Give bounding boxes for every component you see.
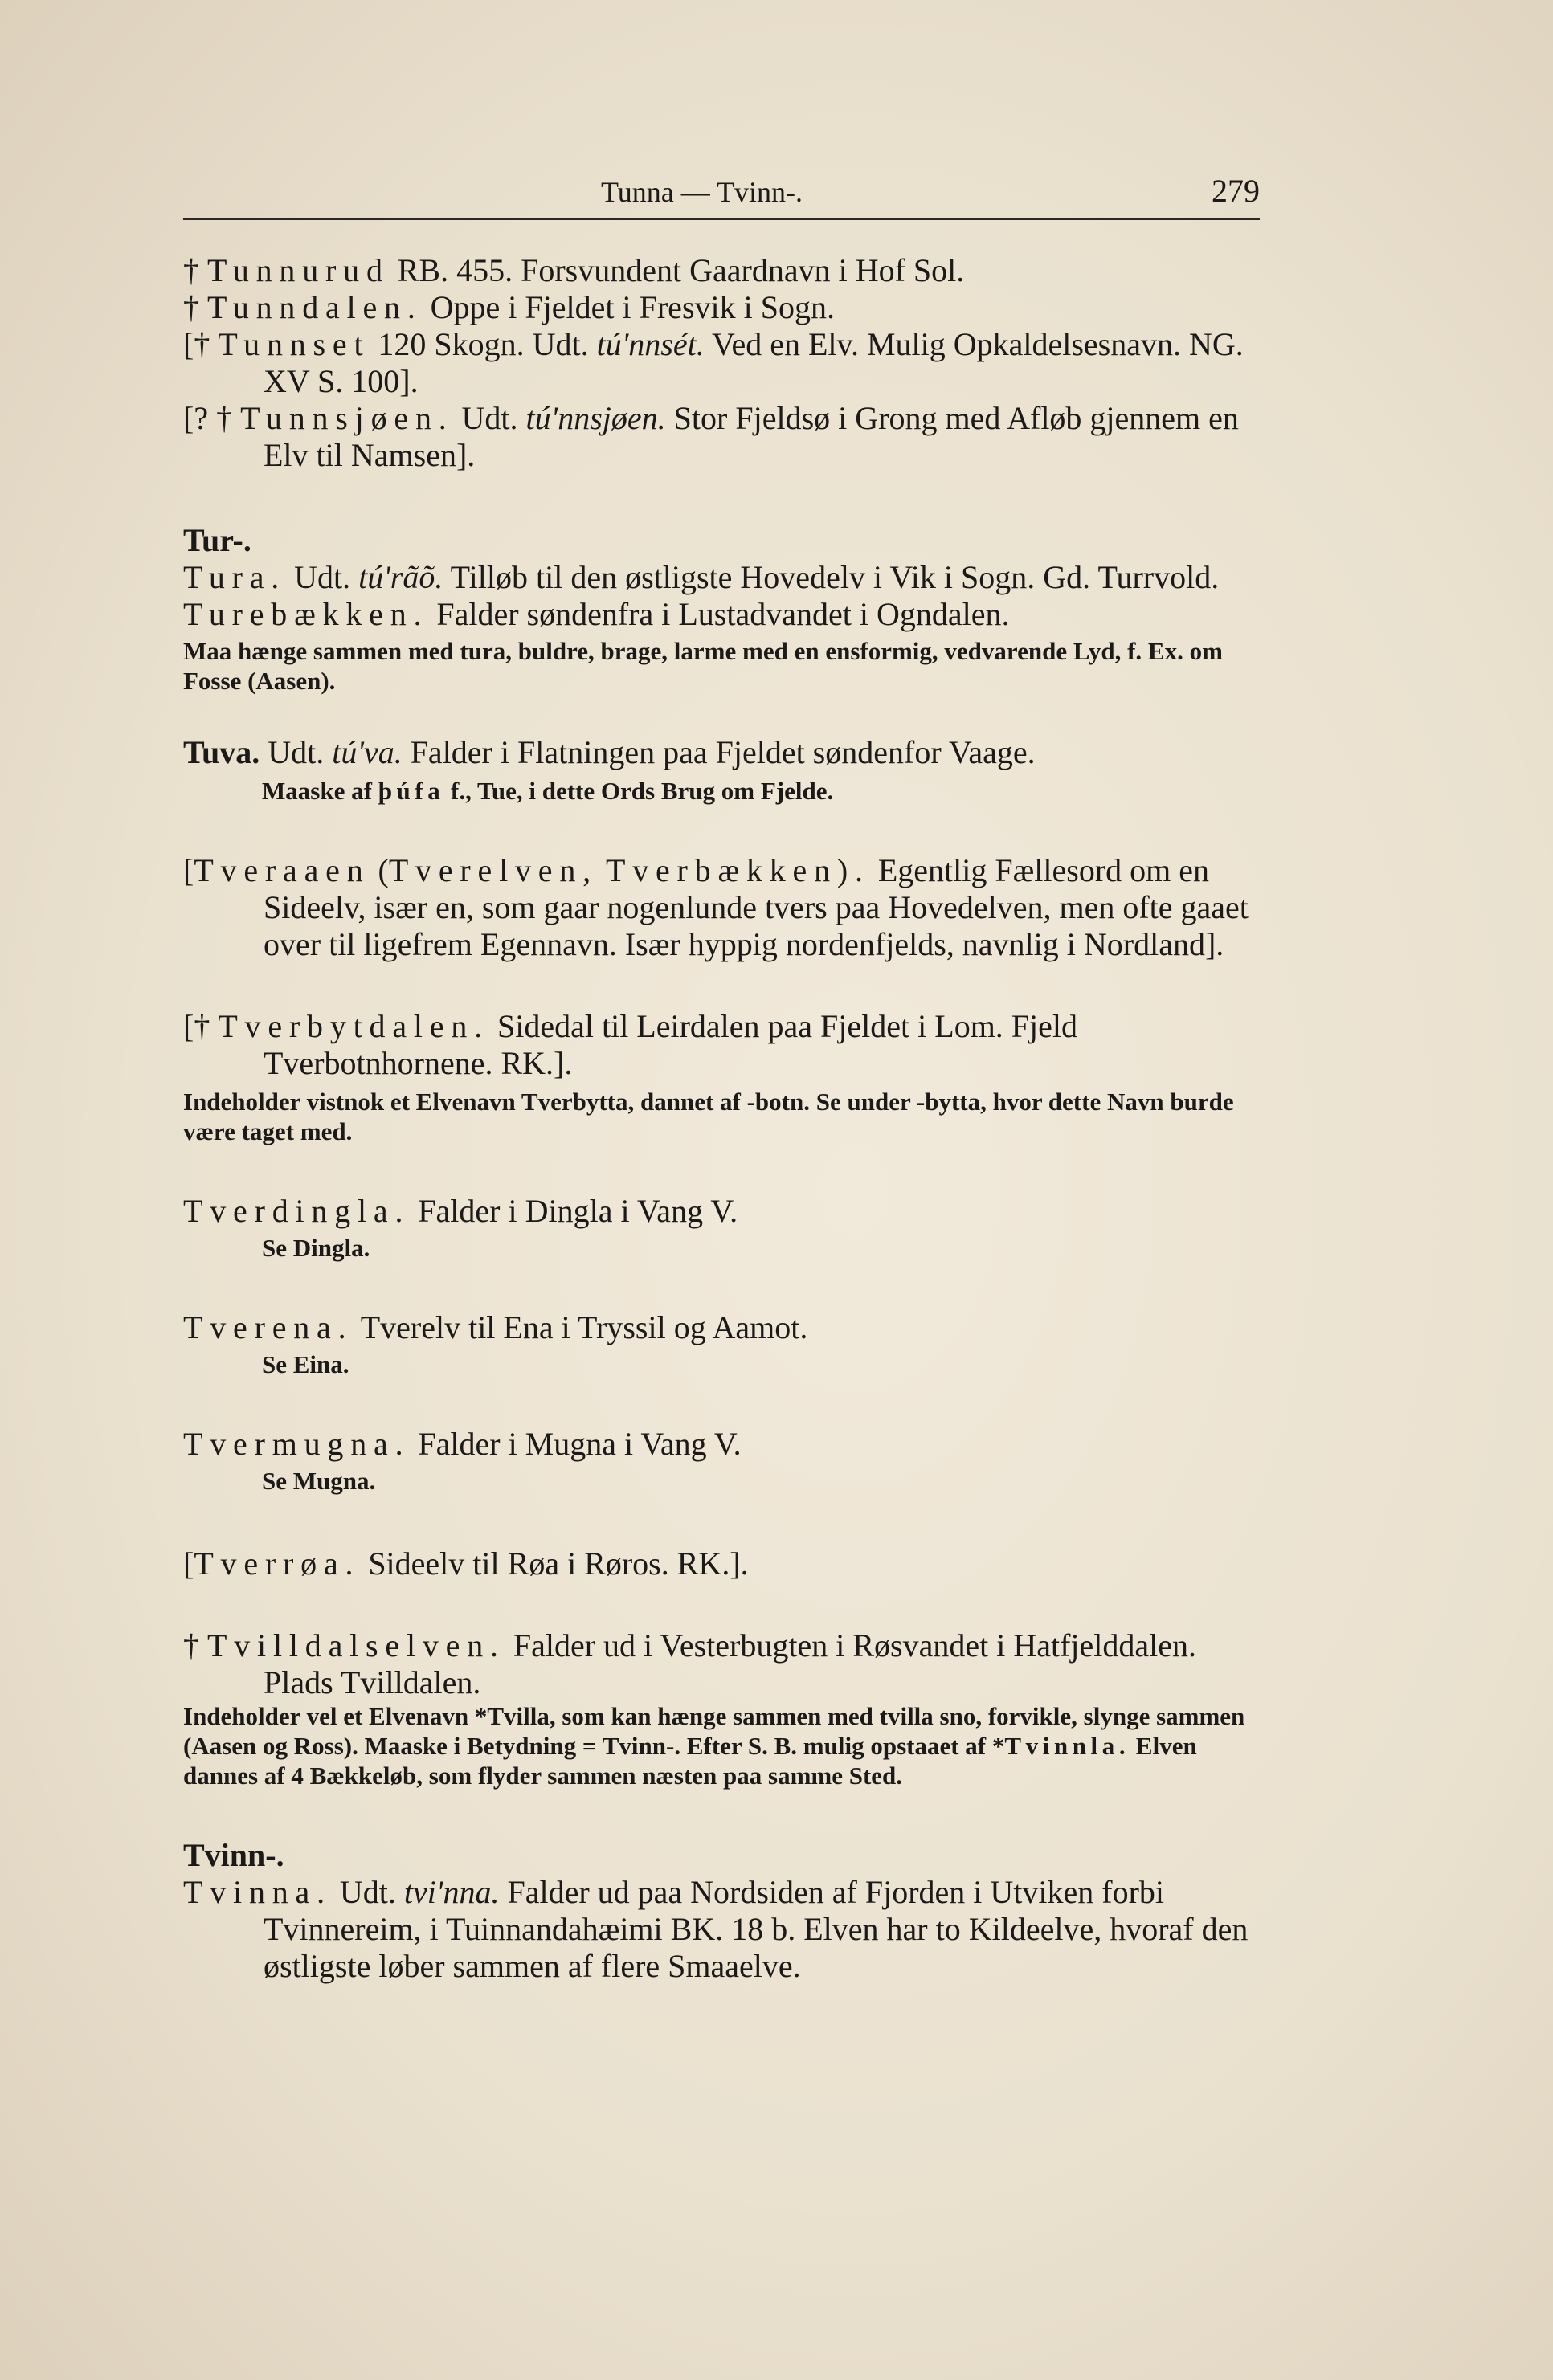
headword: Tverrøa. [194, 1545, 361, 1582]
headword: Tveraaen [194, 852, 370, 888]
headword: Tunndalen. [207, 289, 423, 325]
headword: Tverbytdalen. [218, 1008, 489, 1044]
headword: Tvermugna. [183, 1426, 411, 1462]
entry-tunnsjoen: [? † Tunnsjøen. Udt. tú'nnsjøen. Stor Fjeldsø i Grong med Afløb gjennem en Elv til Namsen]. [183, 400, 1239, 473]
entry-tura: Tura. Udt. tú'rãõ. Tilløb til den østligste Hovedelv i Vik i Sogn. Gd. Turrvold. [183, 559, 1220, 595]
entry-tverdingla: Tverdingla. Falder i Dingla i Vang V. [183, 1193, 738, 1229]
entry-tvermugna: Tvermugna. Falder i Mugna i Vang V. [183, 1426, 742, 1462]
header-title: Tunna — Tvinn-. [601, 176, 803, 208]
headword: Tvinna. [183, 1874, 332, 1910]
section-heading-tur: Tur-. [183, 522, 251, 558]
note-tverbytdalen: Indeholder vistnok et Elvenavn Tverbytta, dannet af -botn. Se under -bytta, hvor dette Navn burde være taget med. [183, 1088, 1234, 1145]
note-tverena: Se Eina. [262, 1350, 349, 1378]
entry-tverena: Tverena. Tverelv til Ena i Tryssil og Aamot. [183, 1309, 808, 1345]
entry-tuva: Tuva. Udt. tú'va. Falder i Flatningen paa Fjeldet søndenfor Vaage. [183, 734, 1036, 770]
entry-tverroa: [Tverrøa. Sideelv til Røa i Røros. RK.]. [183, 1545, 749, 1582]
entry-tvinna: Tvinna. Udt. tvi'nna. Falder ud paa Nordsiden af Fjorden i Utviken forbi Tvinnereim, i Tuinnandahæimi BK. 18 b. Elven har to Kildeelve, hvoraf den østligste løber sammen af flere Smaaelve. [183, 1874, 1249, 1984]
headword: Tuva. [183, 734, 260, 770]
running-header [183, 169, 1260, 220]
entry-tverbytdalen: [† Tverbytdalen. Sidedal til Leirdalen paa Fjeldet i Lom. Fjeld Tverbotnhornene. RK.]. [183, 1008, 1078, 1081]
note-tvermugna: Se Mugna. [262, 1467, 376, 1495]
entry-tunnurud: † Tunnurud RB. 455. Forsvundent Gaardnavn i Hof Sol. [183, 252, 965, 288]
note-turebaekken: Maa hænge sammen med tura, buldre, brage, larme med en ensformig, vedvarende Lyd, f. Ex. om Fosse (Aasen). [183, 637, 1223, 695]
headword: Tverena. [183, 1309, 354, 1345]
headword: Turebækken. [183, 596, 429, 632]
headword: Tunnset [218, 326, 370, 362]
headword: Tvilldalselven. [207, 1627, 505, 1664]
section-heading-tvinn: Tvinn-. [183, 1837, 284, 1873]
headword: Tunnsjøen. [240, 400, 454, 436]
entry-tvilldalselven: † Tvilldalselven. Falder ud i Vesterbugten i Røsvandet i Hatfjelddalen. Plads Tvilldalen. [183, 1627, 1197, 1700]
headword: Tura. [183, 559, 287, 595]
page-number: 279 [1212, 173, 1260, 209]
headword: Tunnurud [207, 252, 390, 288]
entry-tveraaen: [Tveraaen (Tverelven, Tverbækken). Egentlig Fællesord om en Sideelv, især en, som gaar nogenlunde tvers paa Hovedelven, men ofte gaaet over til ligefrem Egennavn. Især hyppig nordenfjelds, navnlig i Nordland]. [183, 852, 1249, 962]
headword: Tverdingla. [183, 1193, 411, 1229]
text-column [183, 169, 1260, 1985]
note-tvilldalselven: Indeholder vel et Elvenavn *Tvilla, som kan hænge sammen med tvilla sno, forvikle, slynge sammen (Aasen og Ross). Maaske i Betydning = Tvinn-. Efter S. B. mulig opstaaet af *Tvinnla. Elven dannes af 4 Bækkeløb, som flyder sammen næsten paa samme Sted. [183, 1702, 1245, 1790]
note-tverdingla: Se Dingla. [262, 1234, 370, 1262]
entry-turebaekken: Turebækken. Falder søndenfra i Lustadvandet i Ogndalen. [183, 596, 1010, 632]
entry-tunnset: [† Tunnset 120 Skogn. Udt. tú'nnsét. Ved en Elv. Mulig Opkaldelsesnavn. NG. XV S. 100]. [183, 326, 1244, 399]
entry-tunndalen: † Tunndalen. Oppe i Fjeldet i Fresvik i Sogn. [183, 289, 835, 325]
note-tuva: Maaske af þúfa f., Tue, i dette Ords Brug om Fjelde. [262, 777, 834, 805]
